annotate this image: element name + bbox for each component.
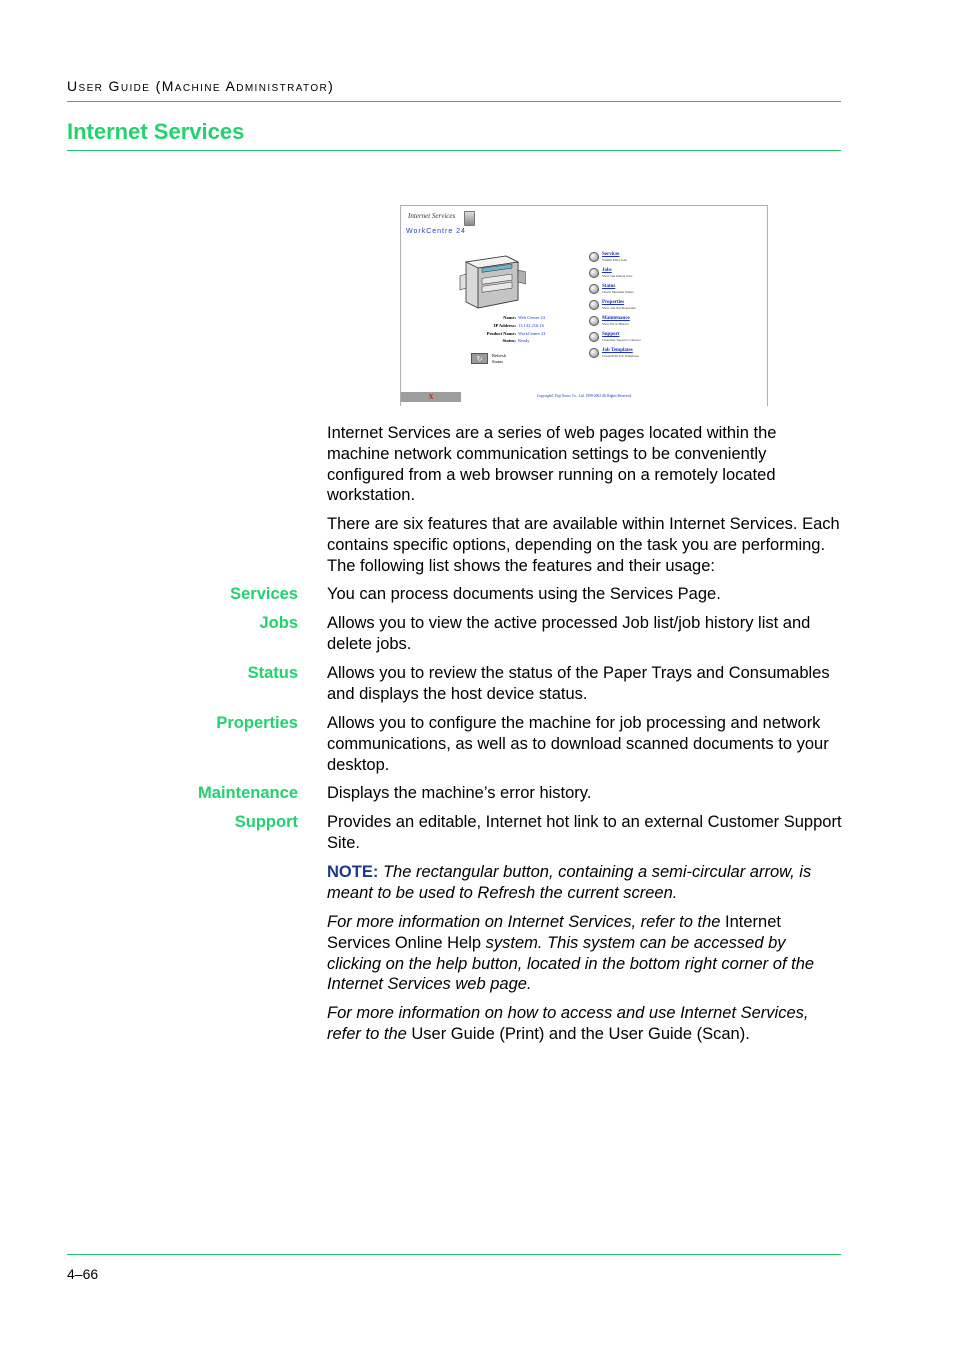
more-info-paragraph — [327, 1003, 842, 1045]
info-value: WorkCentre 24 — [518, 330, 546, 336]
intro-paragraph: There are six features that are available within Internet Services. Each contains specific options, depending on the task you are performing. The following list shows the features and their usage: — [327, 515, 840, 575]
feature-term-status: Status — [247, 664, 298, 682]
feature-term-properties: Properties — [216, 714, 298, 732]
more-info-paragraph — [327, 912, 842, 995]
copier-machine-icon — [456, 248, 526, 310]
header-rule — [67, 101, 841, 102]
menu-item-properties — [589, 300, 641, 316]
feature-term-support: Support — [234, 813, 298, 831]
menu-item-desc: Customer Support Contacts — [602, 338, 641, 342]
info-value: 13.142.216.16 — [518, 322, 544, 328]
internet-services-screenshot — [400, 205, 768, 406]
page-number: 4–66 — [67, 1266, 99, 1282]
menu-item-job-templates — [589, 348, 641, 364]
jobs-icon — [589, 268, 599, 278]
printer-icon — [464, 211, 475, 226]
info-row — [446, 314, 566, 322]
menu-item-support — [589, 332, 641, 348]
footer-rule — [67, 1254, 841, 1255]
feature-term-maintenance: Maintenance — [198, 784, 298, 802]
feature-term-services: Services — [230, 585, 298, 603]
menu-item-label: Status — [602, 284, 616, 289]
info-row — [446, 337, 566, 345]
machine-info-table — [446, 314, 566, 345]
guide-reference: User Guide (Print) and the User Guide (Scan). — [411, 1024, 750, 1043]
refresh-status-control — [471, 353, 506, 365]
menu-item-label: Properties — [602, 300, 625, 305]
feature-description: Allows you to review the status of the Paper Trays and Consumables and displays the host device status. — [327, 664, 830, 703]
figure-footer — [401, 392, 768, 402]
menu-item-maintenance — [589, 316, 641, 332]
note-paragraph — [327, 862, 842, 904]
figure-app-title: Internet Services — [408, 212, 456, 220]
services-icon — [589, 252, 599, 262]
feature-term-jobs: Jobs — [259, 614, 298, 632]
refresh-label-line: Status — [492, 359, 504, 364]
menu-item-desc: Submit Print Jobs — [602, 258, 627, 262]
figure-model-name: WorkCentre 24 — [406, 228, 466, 235]
properties-icon — [589, 300, 599, 310]
info-label: Status: — [502, 338, 516, 344]
note-text: The rectangular button, containing a semi-circular arrow, is meant to be used to Refresh the current screen. — [327, 863, 812, 902]
menu-item-desc: Check Machine Status — [602, 290, 634, 294]
info-label: Product Name: — [486, 330, 516, 336]
feature-description: Provides an editable, Internet hot link to an external Customer Support Site. — [327, 813, 842, 852]
more-info-text: For more information on Internet Services, refer to the — [327, 913, 721, 931]
menu-item-label: Jobs — [602, 268, 612, 273]
menu-item-label: Maintenance — [602, 316, 630, 321]
info-value: Ready — [518, 338, 530, 344]
status-icon — [589, 284, 599, 294]
figure-copyright: Copyright© Fuji Xerox Co., Ltd. 1999-2002 All Rights Reserved. — [537, 394, 632, 398]
info-value: Web Centre 24 — [518, 315, 545, 320]
refresh-label-line: Refresh — [492, 353, 506, 358]
menu-item-desc: View and Set Properties — [602, 306, 636, 310]
services-menu — [589, 252, 641, 364]
feature-description: Displays the machine’s error history. — [327, 784, 592, 802]
maintenance-icon — [589, 316, 599, 326]
menu-item-desc: Create/Edit Job Templates — [602, 354, 639, 358]
menu-item-status — [589, 284, 641, 300]
feature-description: Allows you to view the active processed Job list/job history list and delete jobs. — [327, 614, 811, 653]
menu-item-label: Job Templates — [602, 348, 633, 353]
info-label: IP Address: — [493, 322, 516, 328]
help-reference: Internet Services Online Help — [327, 913, 781, 952]
menu-item-jobs — [589, 268, 641, 284]
info-row — [446, 322, 566, 330]
menu-item-label: Support — [602, 332, 620, 337]
info-row — [446, 330, 566, 338]
section-title: Internet Services — [67, 119, 245, 144]
intro-paragraph: Internet Services are a series of web pages located within the machine network communication settings to be conveniently configured from a web browser running on a remotely located workstation. — [327, 424, 777, 505]
menu-item-desc: View and Delete Jobs — [602, 274, 633, 278]
more-info-text: system. This system can be accessed by clicking on the help button, located in the bottom right corner of the Internet Services web page. — [327, 933, 815, 994]
xerox-logo-icon: X — [401, 392, 461, 402]
section-rule — [67, 150, 841, 151]
refresh-label — [492, 353, 506, 365]
note-label: NOTE: — [327, 863, 379, 881]
menu-item-desc: View Error History — [602, 322, 630, 326]
running-header: User Guide (Machine Administrator) — [67, 78, 335, 94]
feature-description: Allows you to configure the machine for job processing and network communications, as well as to download scanned documents to your desktop. — [327, 714, 829, 774]
menu-item-services — [589, 252, 641, 268]
refresh-button — [471, 353, 488, 364]
feature-description: You can process documents using the Services Page. — [327, 585, 721, 603]
info-label: Name: — [503, 315, 516, 320]
support-icon — [589, 332, 599, 342]
menu-item-label: Services — [602, 252, 620, 257]
more-info-text: For more information on how to access and use Internet Services, refer to the — [327, 1004, 809, 1043]
refresh-arrow-icon: ↻ — [476, 354, 483, 363]
job-templates-icon — [589, 348, 599, 358]
